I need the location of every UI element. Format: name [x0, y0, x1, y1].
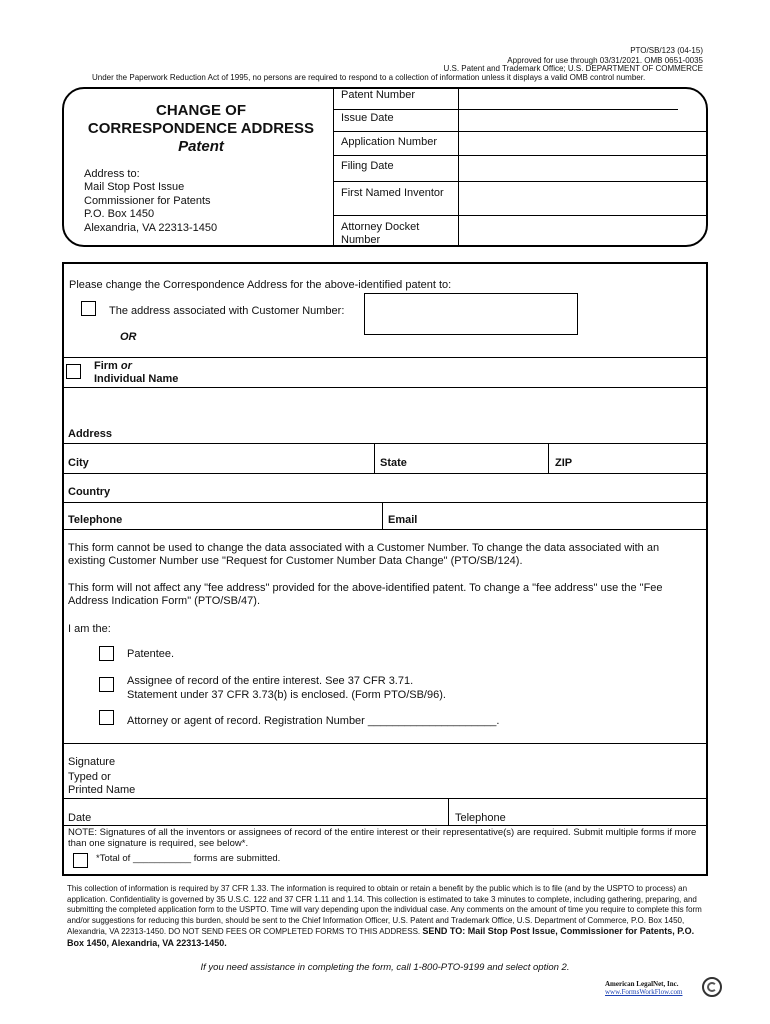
attorney-docket-label-2: Number	[341, 234, 381, 246]
city-field[interactable]	[64, 444, 374, 472]
brand-name: American LegalNet, Inc.	[605, 980, 679, 988]
firm-or: or	[120, 360, 132, 372]
form-title-line1: CHANGE OF	[156, 102, 246, 119]
assistance-note: If you need assistance in completing the form, call 1-800-PTO-9199 and select option 2.	[200, 962, 570, 973]
state-label: State	[380, 457, 407, 469]
email-field[interactable]	[384, 503, 706, 528]
telephone-email-divider	[382, 503, 383, 529]
issue-date-label: Issue Date	[341, 112, 394, 124]
omb-approval: Approved for use through 03/31/2021. OMB 0651-0035	[507, 56, 703, 65]
address-to-line4: Alexandria, VA 22313-1450	[84, 222, 218, 234]
send-to-text: SEND TO: Mail Stop Post Issue, Commissioner for Patents, P.O. Box 1450, Alexandria, VA 22313-1450.	[67, 926, 695, 948]
printed-name-field[interactable]	[140, 772, 705, 796]
or-label: OR	[120, 331, 137, 343]
issue-date-field[interactable]	[459, 110, 704, 131]
section-divider	[62, 529, 708, 530]
brand-block	[605, 975, 725, 1001]
date-field[interactable]	[95, 800, 445, 824]
typed-or-label: Typed or	[68, 771, 111, 783]
signatures-note: NOTE: Signatures of all the inventors or assignees of record of the entire interest or their representative(s) are required. Submit multiple forms if more than one signature is required, see below*.	[68, 827, 697, 849]
address-label: Address	[68, 428, 113, 440]
first-named-inventor-field[interactable]	[459, 182, 704, 215]
signature-telephone-field[interactable]	[515, 800, 705, 824]
attorney-label: Attorney or agent of record. Registration Number _____________________.	[127, 715, 500, 727]
patent-number-field[interactable]	[459, 89, 684, 109]
application-number-label: Application Number	[341, 136, 437, 148]
firm-checkbox[interactable]	[66, 364, 81, 379]
country-label: Country	[68, 486, 111, 498]
total-forms-checkbox[interactable]	[73, 853, 88, 868]
assignee-label-1: Assignee of record of the entire interest. See 37 CFR 3.71.	[127, 675, 414, 687]
fee-address-note: This form will not affect any "fee address" provided for the above-identified patent. To change a "fee address" use the "Fee Address Indication Form" (PTO/SB/47).	[68, 582, 663, 607]
firm-name-field[interactable]	[185, 360, 705, 386]
form-title-patent: Patent	[178, 138, 224, 155]
signature-field[interactable]	[125, 745, 705, 769]
assignee-checkbox[interactable]	[99, 677, 114, 692]
brand-logo-icon	[702, 977, 722, 997]
i-am-the-label: I am the:	[68, 623, 111, 635]
city-label: City	[68, 457, 89, 469]
individual-name-label: Individual Name	[94, 373, 179, 385]
filing-date-label: Filing Date	[341, 160, 394, 172]
burden-statement	[67, 884, 703, 949]
customer-number-input[interactable]	[364, 293, 578, 335]
address-to-label: Address to:	[84, 168, 140, 180]
signature-telephone-label: Telephone	[455, 812, 506, 824]
attorney-checkbox[interactable]	[99, 710, 114, 725]
telephone-label: Telephone	[68, 514, 123, 526]
firm-label	[94, 360, 132, 373]
form-title-line2: CORRESPONDENCE ADDRESS	[87, 120, 315, 137]
total-forms-label: *Total of ___________ forms are submitted.	[96, 853, 281, 864]
section-divider	[62, 825, 708, 826]
state-field[interactable]	[376, 444, 546, 472]
section-divider	[62, 357, 708, 358]
state-zip-divider	[548, 444, 549, 473]
section-divider	[62, 743, 708, 744]
first-named-inventor-label: First Named Inventor	[341, 187, 444, 199]
patentee-checkbox[interactable]	[99, 646, 114, 661]
assignee-label-2: Statement under 37 CFR 3.73(b) is enclosed. (Form PTO/SB/96).	[127, 689, 446, 701]
country-field[interactable]	[64, 474, 706, 501]
city-state-divider	[374, 444, 375, 473]
id-grid-left-border	[333, 88, 334, 246]
customer-number-label: The address associated with Customer Number:	[109, 305, 345, 317]
email-label: Email	[388, 514, 418, 526]
attorney-docket-field[interactable]	[459, 216, 684, 244]
patent-number-label: Patent Number	[341, 89, 415, 101]
telephone-field[interactable]	[64, 503, 380, 528]
zip-label: ZIP	[555, 457, 573, 469]
date-label: Date	[68, 812, 92, 824]
agency-line: U.S. Patent and Trademark Office; U.S. DEPARTMENT OF COMMERCE	[443, 64, 703, 73]
form-number: PTO/SB/123 (04-15)	[630, 46, 703, 55]
firm-word: Firm	[94, 360, 118, 372]
patentee-label: Patentee.	[127, 648, 175, 660]
address-to-line1: Mail Stop Post Issue	[84, 181, 185, 193]
signature-label: Signature	[68, 756, 116, 768]
printed-name-label: Printed Name	[68, 784, 136, 796]
change-instruction: Please change the Correspondence Address for the above-identified patent to:	[69, 279, 452, 291]
paperwork-notice: Under the Paperwork Reduction Act of 1995, no persons are required to respond to a collection of information unless it displays a valid OMB control number.	[92, 73, 646, 82]
burden-text: This collection of information is required by 37 CFR 1.33. The information is required to obtain or retain a benefit by the public which is to file (and by the USPTO to process) an application. Confidentiality is governed by 35 U.S.C. 122 and 37 CFR 1.11 and 1.14. This collection is estimated to take 3 minutes to complete, including gathering, preparing, and submitting the completed application form to the USPTO. Time will vary depending upon the individual case. Any comments on the amount of time you require to complete this form and/or suggestions for reducing this burden, should be sent to the Chief Information Officer, U.S. Patent and Trademark Office, U.S. Department of Commerce, P.O. Box 1450, Alexandria, VA 22313-1450. DO NOT SEND FEES OR COMPLETED FORMS TO THIS ADDRESS.	[67, 884, 702, 936]
brand-url[interactable]: www.FormsWorkFlow.com	[605, 988, 683, 996]
total-forms-field[interactable]	[135, 852, 207, 865]
customer-number-checkbox[interactable]	[81, 301, 96, 316]
address-to-line3: P.O. Box 1450	[84, 208, 155, 220]
application-number-field[interactable]	[459, 132, 704, 155]
address-field[interactable]	[64, 388, 706, 441]
filing-date-field[interactable]	[459, 156, 704, 181]
date-telephone-divider	[448, 799, 449, 825]
zip-field[interactable]	[550, 444, 706, 472]
address-to-line2: Commissioner for Patents	[84, 195, 211, 207]
attorney-docket-label: Attorney Docket	[341, 221, 420, 233]
section-divider	[62, 798, 708, 799]
customer-number-note: This form cannot be used to change the data associated with a Customer Number. To change the data associated with an existing Customer Number use "Request for Customer Number Data Change" (PTO/SB/124).	[68, 542, 660, 567]
